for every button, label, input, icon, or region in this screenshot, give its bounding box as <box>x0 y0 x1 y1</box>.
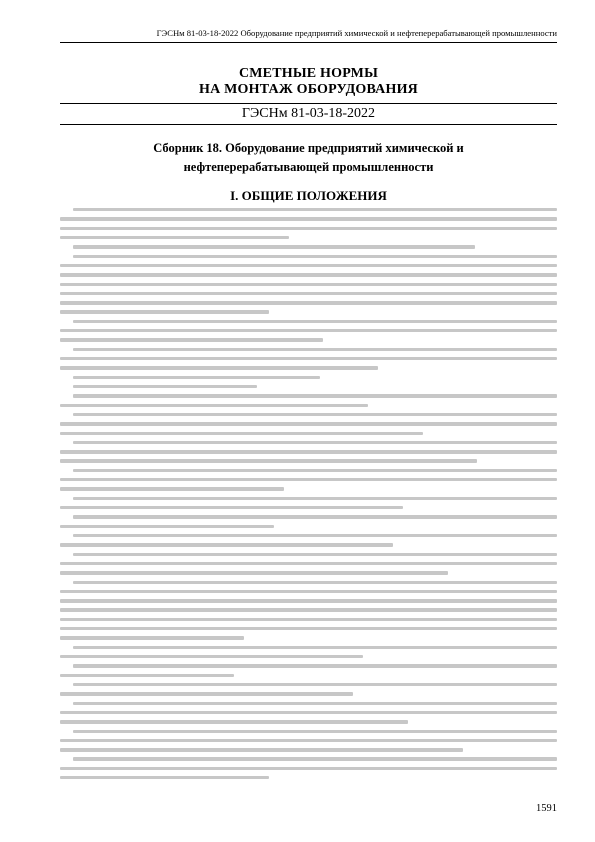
text-line <box>60 720 408 723</box>
text-line <box>60 366 378 369</box>
doc-title-line2: НА МОНТАЖ ОБОРУДОВАНИЯ <box>199 82 418 97</box>
text-line <box>60 543 393 546</box>
title-rule-bottom <box>60 124 557 125</box>
text-line <box>60 739 557 742</box>
text-line <box>60 590 557 593</box>
text-line <box>60 404 368 407</box>
header-rule <box>60 42 557 43</box>
text-line <box>60 776 269 779</box>
text-line <box>60 562 557 565</box>
text-line <box>60 236 289 239</box>
text-line <box>60 618 557 621</box>
text-line <box>60 217 557 220</box>
text-line <box>73 702 557 705</box>
text-line <box>60 227 557 230</box>
text-line <box>60 571 448 574</box>
text-line <box>60 748 463 751</box>
title-rule-top <box>60 103 557 104</box>
text-line <box>73 581 557 584</box>
text-line <box>60 478 557 481</box>
text-line <box>60 525 274 528</box>
text-line <box>60 627 557 630</box>
text-line <box>60 357 557 360</box>
section-title: I. ОБЩИЕ ПОЛОЖЕНИЯ <box>230 188 387 203</box>
collection-title-line2: нефтеперерабатывающей промышленности <box>183 160 434 174</box>
text-line <box>73 683 557 686</box>
text-line <box>73 394 557 397</box>
text-line <box>60 692 353 695</box>
text-line <box>60 283 557 286</box>
text-line <box>60 674 234 677</box>
text-line <box>60 487 284 490</box>
text-line <box>73 376 320 379</box>
page-number: 1591 <box>536 803 557 814</box>
text-line <box>73 348 557 351</box>
text-line <box>73 497 557 500</box>
text-line <box>60 636 244 639</box>
text-line <box>73 413 557 416</box>
text-line <box>60 767 557 770</box>
text-line <box>60 329 557 332</box>
text-line <box>60 273 557 276</box>
text-line <box>60 459 477 462</box>
text-line <box>60 655 363 658</box>
text-line <box>73 208 557 211</box>
text-line <box>73 730 557 733</box>
text-line <box>60 450 557 453</box>
text-line <box>73 757 557 760</box>
text-line <box>73 441 557 444</box>
text-line <box>60 301 557 304</box>
text-line <box>60 608 557 611</box>
text-line <box>60 338 323 341</box>
text-line <box>73 646 557 649</box>
text-line <box>73 245 475 248</box>
text-line <box>60 264 557 267</box>
text-line <box>73 515 557 518</box>
text-line <box>73 534 557 537</box>
text-line <box>73 664 557 667</box>
text-line <box>73 320 557 323</box>
text-line <box>60 422 557 425</box>
text-line <box>60 310 269 313</box>
text-line <box>60 292 557 295</box>
text-line <box>73 469 557 472</box>
running-header: ГЭСНм 81-03-18-2022 Оборудование предприятий химической и нефтеперерабатывающей промышленности <box>156 28 557 38</box>
doc-title-line1: СМЕТНЫЕ НОРМЫ <box>238 66 379 81</box>
text-line <box>60 432 423 435</box>
body-text <box>60 208 557 779</box>
text-line <box>73 255 557 258</box>
text-line <box>60 599 557 602</box>
text-line <box>73 553 557 556</box>
text-line <box>60 711 557 714</box>
text-line <box>60 506 403 509</box>
doc-code: ГЭСНм 81-03-18-2022 <box>241 106 376 121</box>
text-line <box>73 385 257 388</box>
collection-title-line1: Сборник 18. Оборудование предприятий химической и <box>153 141 464 155</box>
